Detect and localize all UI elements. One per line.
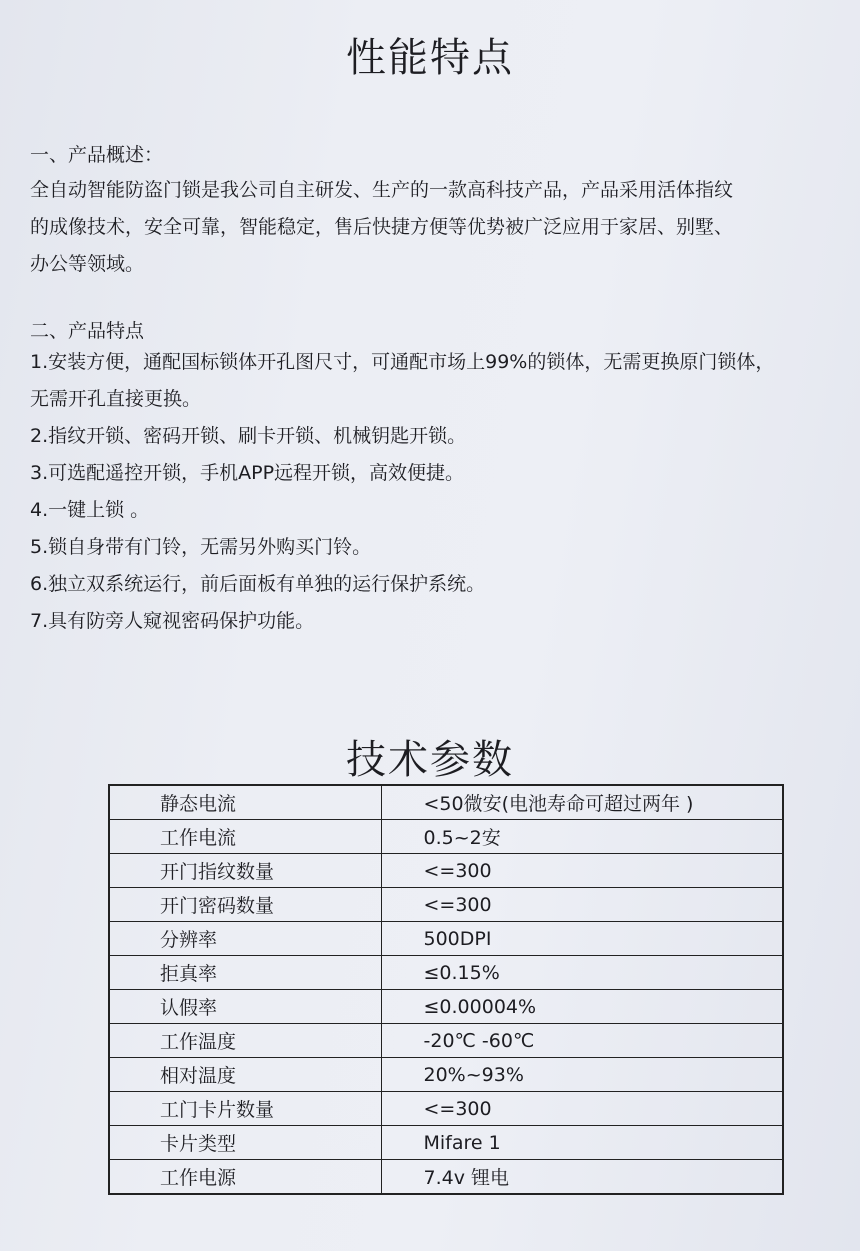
spec-value: ≤0.15% bbox=[381, 956, 783, 990]
spec-key: 开门指纹数量 bbox=[109, 854, 381, 888]
table-row bbox=[109, 990, 783, 1024]
page-title: 性能特点 bbox=[346, 35, 514, 81]
table-row bbox=[109, 1160, 783, 1195]
table-row bbox=[109, 854, 783, 888]
features-list bbox=[30, 344, 840, 640]
feature-item: 6.独立双系统运行，前后面板有单独的运行保护系统。 bbox=[30, 573, 486, 595]
table-row bbox=[109, 956, 783, 990]
spec-title: 技术参数 bbox=[346, 737, 514, 783]
spec-value: 7.4v 锂电 bbox=[381, 1160, 783, 1195]
spec-key: 认假率 bbox=[109, 990, 381, 1024]
feature-item: 3.可选配遥控开锁，手机APP远程开锁，高效便捷。 bbox=[30, 462, 465, 484]
feature-item: 7.具有防旁人窥视密码保护功能。 bbox=[30, 610, 315, 632]
feature-item: 4.一键上锁 。 bbox=[30, 499, 150, 521]
spec-key: 开门密码数量 bbox=[109, 888, 381, 922]
table-row bbox=[109, 922, 783, 956]
overview-line: 全自动智能防盗门锁是我公司自主研发、生产的一款高科技产品，产品采用活体指纹 bbox=[30, 179, 734, 201]
spec-key: 工作电源 bbox=[109, 1160, 381, 1195]
overview-heading: 一、产品概述： bbox=[30, 144, 164, 166]
overview-paragraph bbox=[30, 172, 840, 283]
spec-value: 20%~93% bbox=[381, 1058, 783, 1092]
spec-value: 0.5~2安 bbox=[381, 820, 783, 854]
overview-line: 办公等领域。 bbox=[30, 253, 145, 275]
spec-key: 工作电流 bbox=[109, 820, 381, 854]
spec-value: 500DPI bbox=[381, 922, 783, 956]
spec-key: 分辨率 bbox=[109, 922, 381, 956]
spec-value: <=300 bbox=[381, 1092, 783, 1126]
table-row bbox=[109, 888, 783, 922]
spec-key: 卡片类型 bbox=[109, 1126, 381, 1160]
feature-item: 2.指纹开锁、密码开锁、刷卡开锁、机械钥匙开锁。 bbox=[30, 425, 467, 447]
spec-key: 工作温度 bbox=[109, 1024, 381, 1058]
table-row bbox=[109, 820, 783, 854]
spec-table bbox=[108, 784, 784, 1195]
table-row bbox=[109, 1024, 783, 1058]
spec-value: <=300 bbox=[381, 854, 783, 888]
spec-value: <50微安(电池寿命可超过两年 ) bbox=[381, 785, 783, 820]
features-heading: 二、产品特点 bbox=[30, 320, 145, 342]
spec-key: 工门卡片数量 bbox=[109, 1092, 381, 1126]
spec-key: 拒真率 bbox=[109, 956, 381, 990]
feature-item: 5.锁自身带有门铃，无需另外购买门铃。 bbox=[30, 536, 372, 558]
spec-value: ≤0.00004% bbox=[381, 990, 783, 1024]
table-row bbox=[109, 1058, 783, 1092]
spec-value: Mifare 1 bbox=[381, 1126, 783, 1160]
spec-key: 相对温度 bbox=[109, 1058, 381, 1092]
table-row bbox=[109, 785, 783, 820]
table-row bbox=[109, 1126, 783, 1160]
spec-value: -20℃ -60℃ bbox=[381, 1024, 783, 1058]
feature-item: 1.安装方便，通配国标锁体开孔图尺寸，可通配市场上99%的锁体，无需更换原门锁体， bbox=[30, 351, 775, 373]
feature-item: 无需开孔直接更换。 bbox=[30, 388, 202, 410]
table-row bbox=[109, 1092, 783, 1126]
overview-line: 的成像技术，安全可靠，智能稳定，售后快捷方便等优势被广泛应用于家居、别墅、 bbox=[30, 216, 734, 238]
spec-value: <=300 bbox=[381, 888, 783, 922]
spec-key: 静态电流 bbox=[109, 785, 381, 820]
